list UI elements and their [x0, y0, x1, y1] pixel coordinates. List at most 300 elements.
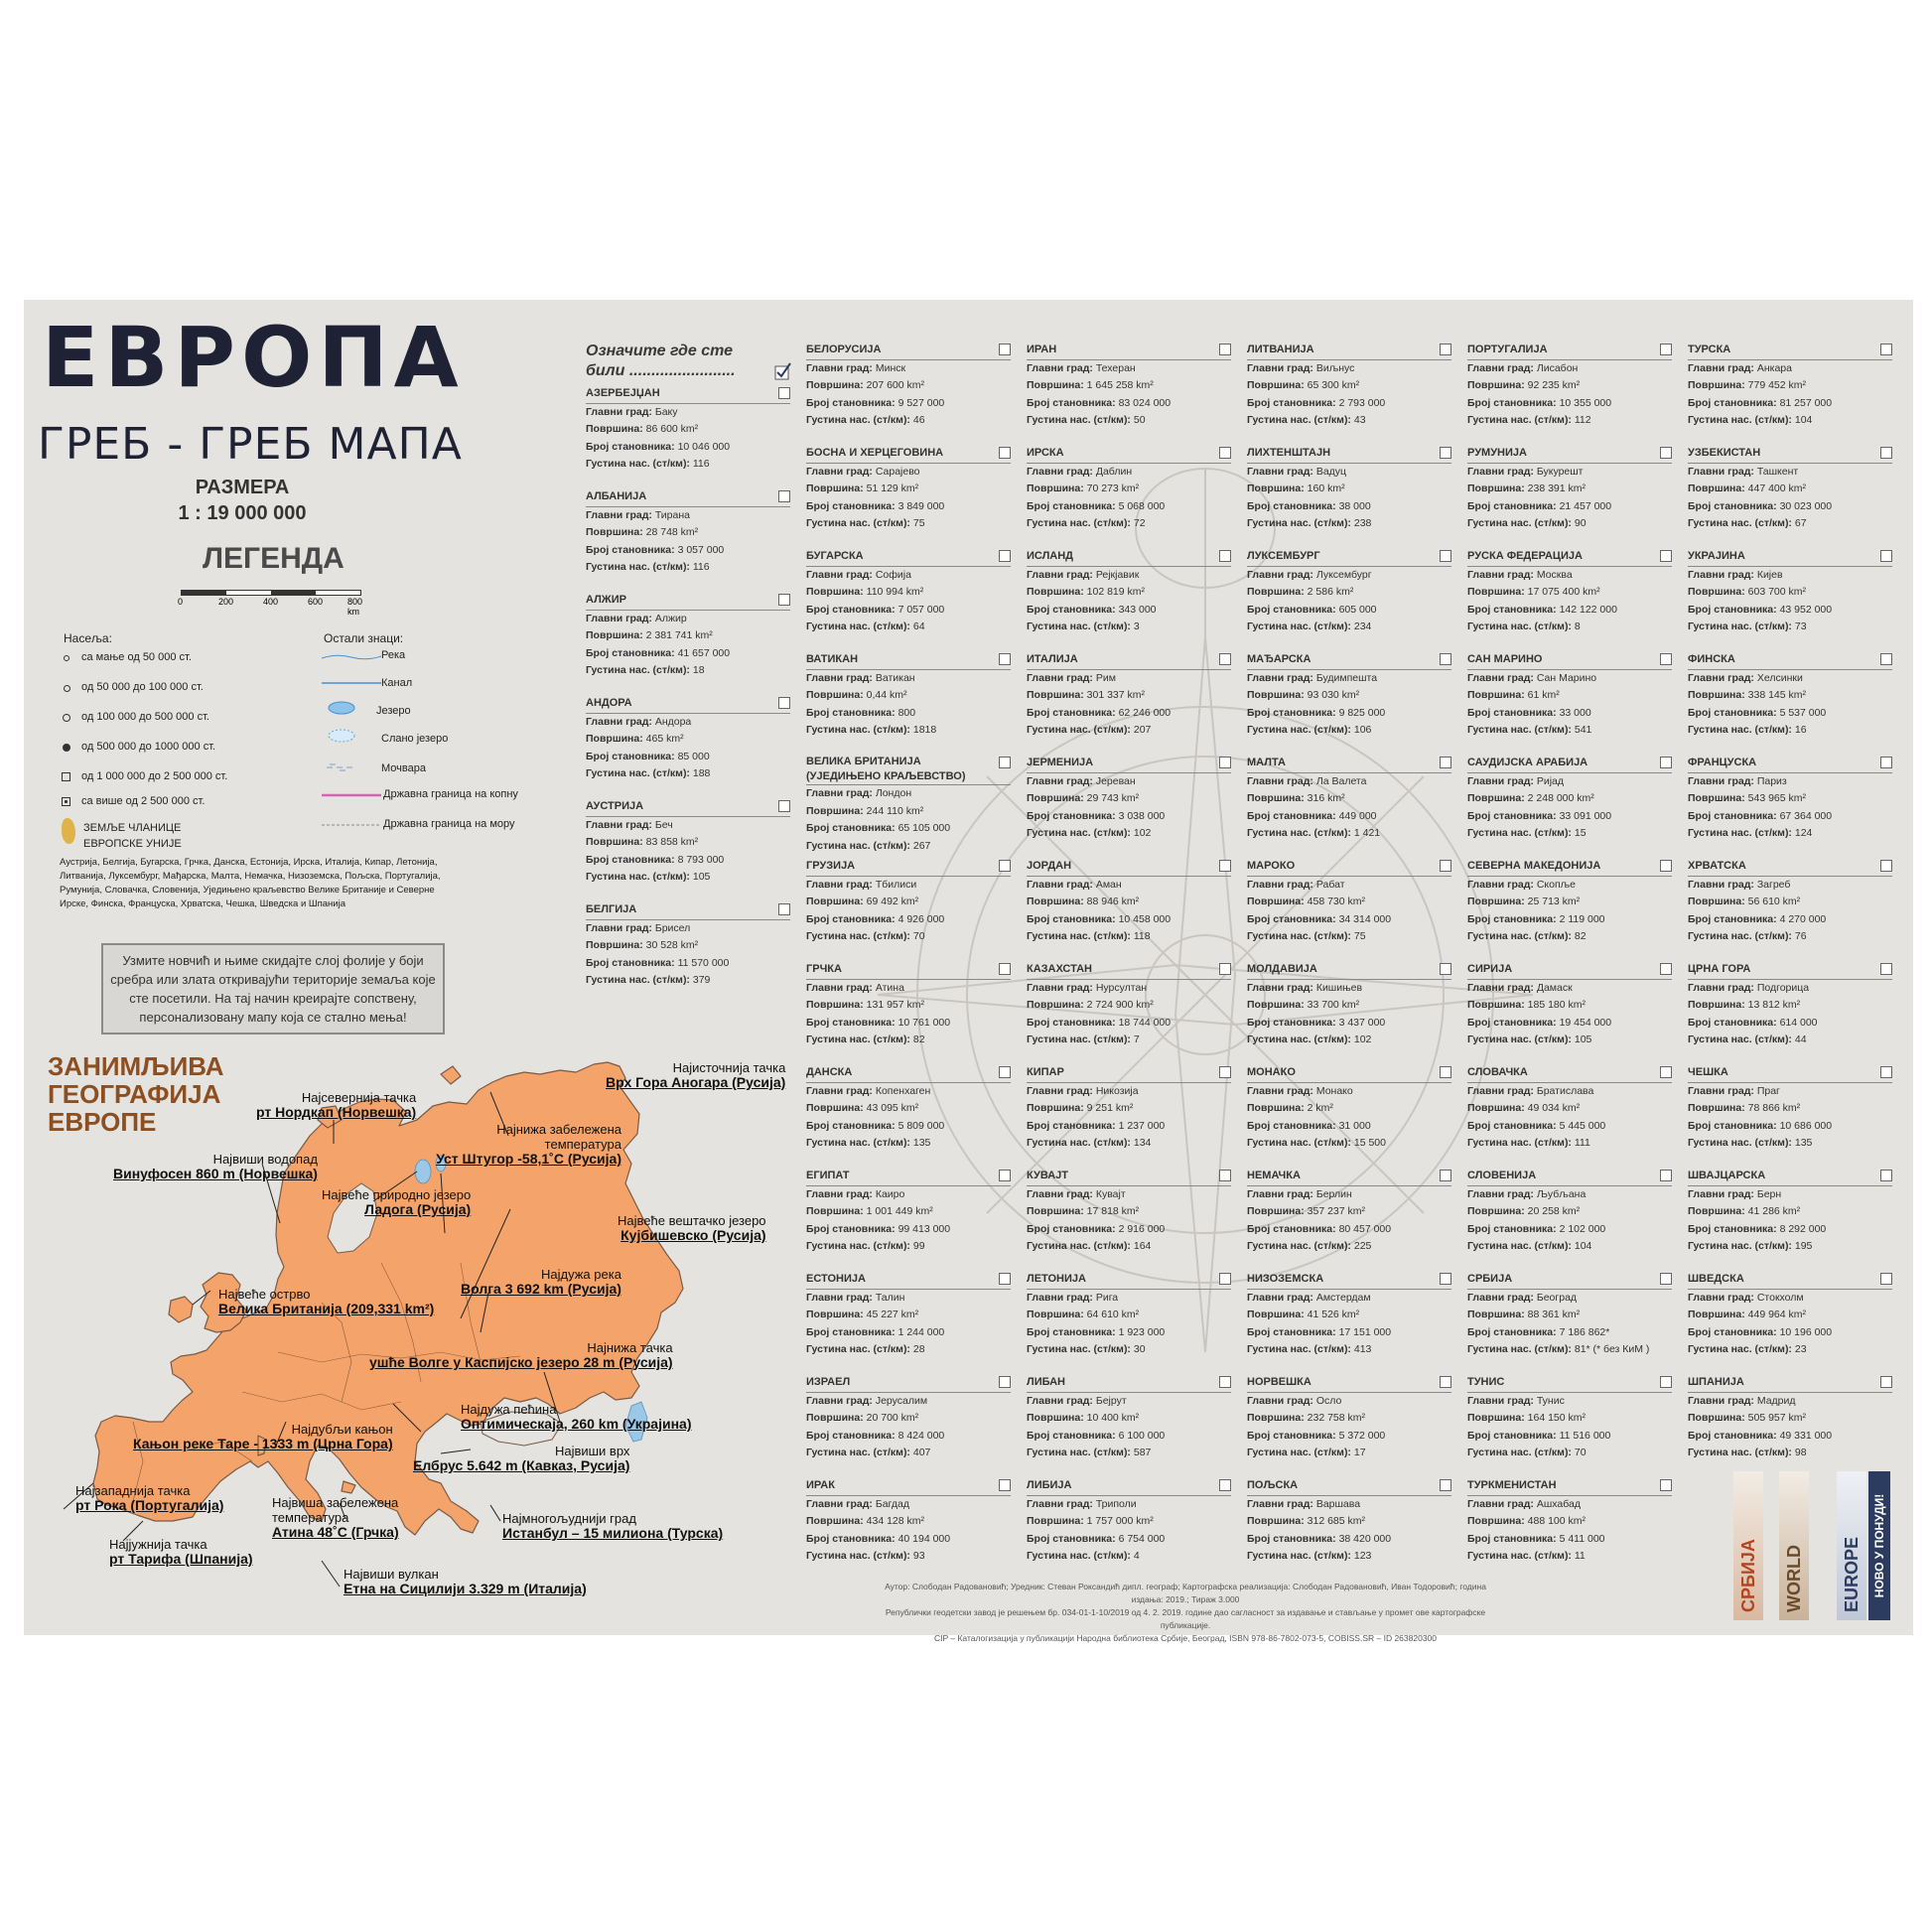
fact-value: Истанбул – 15 милиона (Турска)	[502, 1525, 724, 1541]
visited-checkbox[interactable]	[1219, 1479, 1231, 1491]
country-card	[1467, 1168, 1672, 1256]
visited-checkbox[interactable]	[1880, 653, 1892, 665]
visited-checkbox[interactable]	[1219, 447, 1231, 459]
visited-checkbox[interactable]	[1440, 550, 1451, 562]
visited-checkbox[interactable]	[1660, 1479, 1672, 1491]
country-name: СЕВЕРНА МАКЕДОНИЈА	[1467, 858, 1672, 877]
settlement-dot-icon	[64, 655, 69, 661]
field-label: Површина:	[1688, 586, 1745, 598]
visited-checkbox[interactable]	[778, 387, 790, 399]
field-label: Главни град:	[806, 1187, 873, 1200]
field-value: 34 314 000	[1338, 912, 1392, 925]
other-signs-heading: Остали знаци:	[324, 631, 404, 645]
field-value: Даблин	[1095, 465, 1133, 478]
country-density	[806, 1135, 1011, 1153]
visited-checkbox[interactable]	[778, 903, 790, 915]
visited-checkbox[interactable]	[1880, 1170, 1892, 1181]
country-name: МОНАКО	[1247, 1064, 1451, 1083]
country-name: КИПАР	[1027, 1064, 1231, 1083]
country-name: УЗБЕКИСТАН	[1688, 445, 1892, 464]
field-value: 4 926 000	[897, 912, 945, 925]
field-label: Густина нас. (ст/км):	[1027, 1137, 1131, 1149]
country-name: ЛЕТОНИЈА	[1027, 1271, 1231, 1290]
field-value: 4	[1133, 1550, 1140, 1562]
country-area	[1467, 481, 1672, 498]
field-value: 164	[1133, 1240, 1152, 1252]
country-capital	[1027, 773, 1231, 791]
field-value: Софија	[875, 568, 911, 581]
field-value: 8 292 000	[1779, 1222, 1827, 1235]
field-value: 3 437 000	[1338, 1016, 1386, 1029]
country-density	[1027, 928, 1231, 946]
country-card	[1247, 342, 1451, 430]
fact-label: Најсевернија тачка	[301, 1090, 417, 1105]
field-value: 465 km²	[645, 733, 684, 745]
fact-label: Најисточнија тачка	[672, 1060, 786, 1075]
visited-checkbox[interactable]	[1880, 860, 1892, 872]
field-value: 78 866 km²	[1747, 1102, 1801, 1114]
field-value: 106	[1353, 724, 1372, 736]
scale-label: РАЗМЕРА	[195, 477, 290, 498]
field-label: Број становника:	[1027, 809, 1116, 822]
visited-checkbox[interactable]	[999, 653, 1011, 665]
visited-checkbox[interactable]	[1880, 1066, 1892, 1078]
field-label: Површина:	[1467, 792, 1525, 804]
field-label: Површина:	[1027, 1102, 1084, 1114]
visited-checkbox[interactable]	[1440, 1479, 1451, 1491]
field-value: Ватикан	[875, 671, 915, 684]
country-card	[1027, 858, 1231, 946]
field-value: 49 034 km²	[1527, 1102, 1581, 1114]
field-value: 301 337 km²	[1086, 689, 1146, 701]
visited-checkbox[interactable]	[999, 1170, 1011, 1181]
field-label: Број становника:	[1247, 1532, 1336, 1545]
field-label: Површина:	[1688, 999, 1745, 1011]
country-capital	[806, 877, 1011, 895]
legend-title: ЛЕГЕНДА	[203, 542, 345, 575]
swamp-icon	[327, 762, 356, 772]
visited-checkbox[interactable]	[1660, 860, 1672, 872]
field-label: Број становника:	[806, 499, 896, 512]
visited-checkbox[interactable]	[778, 697, 790, 709]
country-density	[806, 1341, 1011, 1359]
visited-checkbox[interactable]	[1440, 1066, 1451, 1078]
visited-checkbox[interactable]	[1880, 1273, 1892, 1285]
country-capital	[1247, 670, 1451, 688]
visited-checkbox[interactable]	[1660, 447, 1672, 459]
field-label: Површина:	[1027, 586, 1084, 598]
country-area	[1247, 1513, 1451, 1531]
country-area	[1688, 481, 1892, 498]
field-value: 98	[1794, 1447, 1807, 1458]
country-population	[1027, 1118, 1231, 1136]
field-label: Главни град:	[1027, 1497, 1093, 1510]
country-density	[1688, 412, 1892, 430]
country-area	[1247, 1410, 1451, 1428]
field-label: Број становника:	[806, 1119, 896, 1132]
visited-checkbox[interactable]	[999, 1066, 1011, 1078]
country-card	[1688, 755, 1892, 843]
country-name: КАЗАХСТАН	[1027, 961, 1231, 980]
country-card	[806, 445, 1011, 533]
settlement-dot-icon	[63, 714, 70, 722]
country-card	[586, 901, 790, 990]
visited-checkbox[interactable]	[1219, 550, 1231, 562]
visited-checkbox[interactable]	[1880, 757, 1892, 768]
field-label: Број становника:	[1027, 603, 1116, 616]
country-capital	[806, 785, 1011, 803]
country-name: ТУРСКА	[1688, 342, 1892, 360]
field-value: 10 046 000	[677, 440, 731, 453]
visited-checkbox[interactable]	[1660, 1273, 1672, 1285]
field-value: Монако	[1315, 1084, 1353, 1097]
field-value: 11	[1574, 1550, 1586, 1562]
visited-checkbox[interactable]	[1660, 1170, 1672, 1181]
field-label: Број становника:	[1688, 809, 1777, 822]
visited-checkbox[interactable]	[1219, 653, 1231, 665]
field-value: 21 457 000	[1559, 499, 1612, 512]
country-capital	[1688, 773, 1892, 791]
visited-checkbox[interactable]	[1440, 860, 1451, 872]
visited-checkbox[interactable]	[1219, 860, 1231, 872]
country-density	[1467, 928, 1672, 946]
visited-checkbox[interactable]	[999, 963, 1011, 975]
visited-checkbox[interactable]	[1440, 1273, 1451, 1285]
field-label: Број становника:	[1027, 1119, 1116, 1132]
country-population	[1027, 705, 1231, 723]
publication-credits	[878, 1581, 1493, 1645]
visited-checkbox[interactable]	[778, 800, 790, 812]
country-density	[1027, 1238, 1231, 1256]
field-label: Површина:	[806, 483, 864, 494]
country-name: АНДОРА	[586, 695, 790, 714]
legend-settlement-2: од 50 000 до 100 000 ст.	[81, 681, 204, 693]
field-label: Главни град:	[1027, 568, 1093, 581]
visited-checkbox[interactable]	[1440, 1376, 1451, 1388]
country-capital	[1467, 877, 1672, 895]
visited-checkbox[interactable]	[1219, 1066, 1231, 1078]
field-value: 70 273 km²	[1086, 483, 1140, 494]
visited-checkbox[interactable]	[999, 860, 1011, 872]
field-label: Број становника:	[806, 822, 896, 834]
country-density	[1027, 1341, 1231, 1359]
country-area	[806, 584, 1011, 602]
country-population	[1688, 602, 1892, 620]
country-capital	[806, 360, 1011, 378]
country-capital	[1247, 1290, 1451, 1308]
visited-checkbox[interactable]	[1880, 963, 1892, 975]
visited-checkbox[interactable]	[1219, 1376, 1231, 1388]
visited-checkbox[interactable]	[1880, 344, 1892, 355]
field-value: 357 237 km²	[1307, 1205, 1366, 1217]
country-capital	[586, 920, 790, 938]
field-value: 9 527 000	[897, 396, 945, 409]
field-label: Главни град:	[1688, 1084, 1754, 1097]
fact-highest-volcano	[344, 1567, 587, 1596]
visited-checkbox[interactable]	[1219, 1273, 1231, 1285]
country-area	[1027, 481, 1231, 498]
country-density	[586, 972, 790, 990]
field-value: 1 757 000 km²	[1086, 1515, 1154, 1527]
product-title: WORLD	[1784, 1545, 1804, 1612]
visited-checkbox[interactable]	[1660, 1066, 1672, 1078]
country-population	[1467, 808, 1672, 826]
country-population	[1027, 395, 1231, 413]
country-area	[806, 1513, 1011, 1531]
visited-checkbox[interactable]	[999, 550, 1011, 562]
visited-checkbox[interactable]	[999, 447, 1011, 459]
field-label: Главни град:	[1247, 1497, 1313, 1510]
visited-checkbox[interactable]	[1880, 447, 1892, 459]
field-label: Површина:	[1247, 1412, 1305, 1424]
field-label: Површина:	[806, 1412, 864, 1424]
field-label: Густина нас. (ст/км):	[1467, 621, 1572, 632]
visited-checkbox[interactable]	[1440, 447, 1451, 459]
field-value: 244 110 km²	[866, 804, 924, 817]
country-capital	[1467, 1393, 1672, 1411]
field-value: 65 300 km²	[1307, 379, 1360, 391]
visited-checkbox[interactable]	[999, 1479, 1011, 1491]
country-area	[586, 731, 790, 749]
country-area	[1247, 687, 1451, 705]
field-value: 20 700 km²	[866, 1412, 919, 1424]
country-name: АЛБАНИЈА	[586, 488, 790, 507]
country-capital	[1027, 1496, 1231, 1514]
field-label: Број становника:	[1027, 1222, 1116, 1235]
field-label: Главни град:	[1247, 981, 1313, 994]
field-label: Густина нас. (ст/км):	[1247, 1447, 1351, 1458]
field-value: 110 994 km²	[866, 586, 924, 598]
field-label: Број становника:	[1247, 912, 1336, 925]
product-world-map[interactable]	[1779, 1471, 1809, 1620]
visited-checkbox[interactable]	[1880, 1376, 1892, 1388]
fact-highest-temperature	[272, 1495, 451, 1540]
field-label: Густина нас. (ст/км):	[1247, 1034, 1351, 1045]
field-value: Мадрид	[1756, 1394, 1796, 1407]
country-density	[1688, 515, 1892, 533]
field-label: Број становника:	[806, 1325, 896, 1338]
country-population	[1688, 705, 1892, 723]
country-card	[1688, 1168, 1892, 1256]
field-label: Површина:	[806, 1102, 864, 1114]
country-capital	[1247, 877, 1451, 895]
field-label: Главни град:	[1688, 774, 1754, 787]
field-value: 5 068 000	[1118, 499, 1166, 512]
country-card	[1027, 1064, 1231, 1153]
country-population	[806, 1428, 1011, 1446]
country-population	[806, 1118, 1011, 1136]
river-icon	[322, 653, 381, 661]
fact-lowest-temperature	[433, 1122, 621, 1167]
field-value: 111	[1574, 1137, 1590, 1149]
country-name: РУСКА ФЕДЕРАЦИЈА	[1467, 548, 1672, 567]
field-value: Никозија	[1095, 1084, 1139, 1097]
country-density	[806, 1445, 1011, 1462]
checkmark-icon	[774, 361, 792, 381]
field-value: 81 257 000	[1779, 396, 1833, 409]
country-name: ПОРТУГАЛИЈА	[1467, 342, 1672, 360]
field-label: Главни град:	[1688, 1187, 1754, 1200]
field-label: Густина нас. (ст/км):	[806, 1034, 910, 1045]
country-population	[1027, 498, 1231, 516]
country-population	[806, 395, 1011, 413]
country-population	[1688, 1118, 1892, 1136]
visited-checkbox[interactable]	[1219, 757, 1231, 768]
visited-checkbox[interactable]	[1660, 1376, 1672, 1388]
field-value: 85 000	[677, 750, 710, 762]
visited-checkbox[interactable]	[1219, 344, 1231, 355]
fact-deepest-canyon	[133, 1422, 393, 1451]
field-value: 3	[1133, 621, 1140, 632]
field-value: 88 361 km²	[1527, 1309, 1581, 1320]
field-label: Густина нас. (ст/км):	[1247, 621, 1351, 632]
country-population	[1467, 705, 1672, 723]
country-population	[806, 602, 1011, 620]
field-label: Површина:	[806, 689, 864, 701]
country-card	[1247, 1168, 1451, 1256]
field-label: Број становника:	[806, 1222, 896, 1235]
country-capital	[1027, 980, 1231, 998]
country-name: ТУРКМЕНИСТАН	[1467, 1477, 1672, 1496]
country-density	[1467, 1341, 1672, 1359]
field-value: Москва	[1536, 568, 1573, 581]
product-europe-map[interactable]	[1837, 1471, 1866, 1620]
visited-checkbox[interactable]	[1440, 757, 1451, 768]
field-label: Број становника:	[806, 1016, 896, 1029]
field-label: Број становника:	[1688, 706, 1777, 719]
visited-checkbox[interactable]	[778, 490, 790, 502]
field-label: Површина:	[1027, 792, 1084, 804]
country-card	[1688, 445, 1892, 533]
visited-checkbox[interactable]	[1880, 550, 1892, 562]
country-population	[1467, 1221, 1672, 1239]
country-capital	[1247, 980, 1451, 998]
field-value: 10 458 000	[1118, 912, 1172, 925]
field-value: 2 102 000	[1559, 1222, 1606, 1235]
visited-checkbox[interactable]	[1660, 653, 1672, 665]
field-value: 102 819 km²	[1086, 586, 1146, 598]
country-population	[1688, 498, 1892, 516]
visited-checkbox[interactable]	[999, 1376, 1011, 1388]
field-label: Површина:	[1688, 792, 1745, 804]
country-card	[1467, 961, 1672, 1049]
country-name: ИТАЛИЈА	[1027, 651, 1231, 670]
field-value: 19 454 000	[1559, 1016, 1612, 1029]
field-label: Површина:	[1688, 1309, 1745, 1320]
field-label: Површина:	[1688, 1205, 1745, 1217]
country-area	[1027, 894, 1231, 911]
field-label: Главни град:	[806, 361, 873, 374]
field-value: Хелсинки	[1756, 671, 1803, 684]
field-value: Варшава	[1315, 1497, 1361, 1510]
country-card	[586, 385, 790, 474]
country-population	[1688, 1324, 1892, 1342]
visited-checkbox[interactable]	[1660, 963, 1672, 975]
field-value: 207	[1133, 724, 1152, 736]
country-name: ЛУКСЕМБУРГ	[1247, 548, 1451, 567]
field-value: Париз	[1756, 774, 1787, 787]
country-name: ИРСКА	[1027, 445, 1231, 464]
visited-checkbox[interactable]	[1660, 757, 1672, 768]
field-value: 83 858 km²	[645, 836, 699, 848]
field-label: Површина:	[1027, 379, 1084, 391]
country-card	[1688, 961, 1892, 1049]
visited-checkbox[interactable]	[999, 344, 1011, 355]
visited-checkbox[interactable]	[1660, 344, 1672, 355]
field-label: Број становника:	[1467, 1222, 1557, 1235]
field-label: Главни град:	[1027, 1394, 1093, 1407]
field-label: Густина нас. (ст/км):	[586, 974, 690, 986]
field-label: Површина:	[1467, 1205, 1525, 1217]
field-label: Број становника:	[586, 956, 675, 969]
field-label: Површина:	[1247, 792, 1305, 804]
legend-salt-lake: Слано језеро	[381, 733, 449, 745]
visited-checkbox[interactable]	[1440, 653, 1451, 665]
visited-checkbox[interactable]	[999, 757, 1011, 768]
visited-checkbox[interactable]	[1660, 550, 1672, 562]
visited-checkbox[interactable]	[778, 594, 790, 606]
product-serbia-map[interactable]	[1733, 1471, 1763, 1620]
field-value: Баку	[654, 405, 678, 418]
country-capital	[1247, 1186, 1451, 1204]
country-density	[1247, 1135, 1451, 1153]
country-card	[1467, 445, 1672, 533]
field-label: Број становника:	[1027, 912, 1116, 925]
visited-checkbox[interactable]	[1440, 1170, 1451, 1181]
country-population	[806, 1324, 1011, 1342]
new-offer-badge	[1868, 1471, 1890, 1620]
visited-checkbox[interactable]	[999, 1273, 1011, 1285]
field-label: Главни град:	[1247, 465, 1313, 478]
country-population	[586, 645, 790, 663]
field-label: Главни град:	[1467, 1497, 1534, 1510]
settlements-heading: Насеља:	[64, 631, 112, 645]
scale-tick: 600	[308, 597, 324, 607]
field-label: Површина:	[1027, 1309, 1084, 1320]
field-value: Дамаск	[1536, 981, 1573, 994]
field-label: Главни град:	[1027, 671, 1093, 684]
country-name: ВАТИКАН	[806, 651, 1011, 670]
field-label: Главни град:	[586, 818, 652, 831]
country-card	[1027, 1374, 1231, 1462]
country-population	[1467, 1015, 1672, 1033]
country-density	[1467, 1135, 1672, 1153]
country-area	[586, 524, 790, 542]
country-card	[586, 592, 790, 680]
field-label: Густина нас. (ст/км):	[586, 561, 690, 573]
country-area	[806, 803, 1011, 821]
scale-tick: 0	[178, 597, 184, 607]
country-area	[1467, 1100, 1672, 1118]
fact-label: Најзападнија тачка	[75, 1483, 191, 1498]
field-label: Главни град:	[806, 1394, 873, 1407]
field-value: 505 957 km²	[1747, 1412, 1807, 1424]
field-value: 112	[1574, 414, 1591, 426]
visited-checkbox[interactable]	[1440, 963, 1451, 975]
field-label: Број становника:	[1467, 396, 1557, 409]
field-value: 1 244 000	[897, 1325, 945, 1338]
field-label: Густина нас. (ст/км):	[1247, 414, 1351, 426]
country-area	[1027, 1410, 1231, 1428]
country-name: ИЗРАЕЛ	[806, 1374, 1011, 1393]
visited-checkbox[interactable]	[1219, 963, 1231, 975]
visited-checkbox[interactable]	[1219, 1170, 1231, 1181]
field-value: 28 748 km²	[645, 526, 699, 538]
visited-checkbox[interactable]	[1440, 344, 1451, 355]
country-card	[1247, 858, 1451, 946]
field-value: 50	[1133, 414, 1146, 426]
field-value: 800	[897, 706, 916, 719]
